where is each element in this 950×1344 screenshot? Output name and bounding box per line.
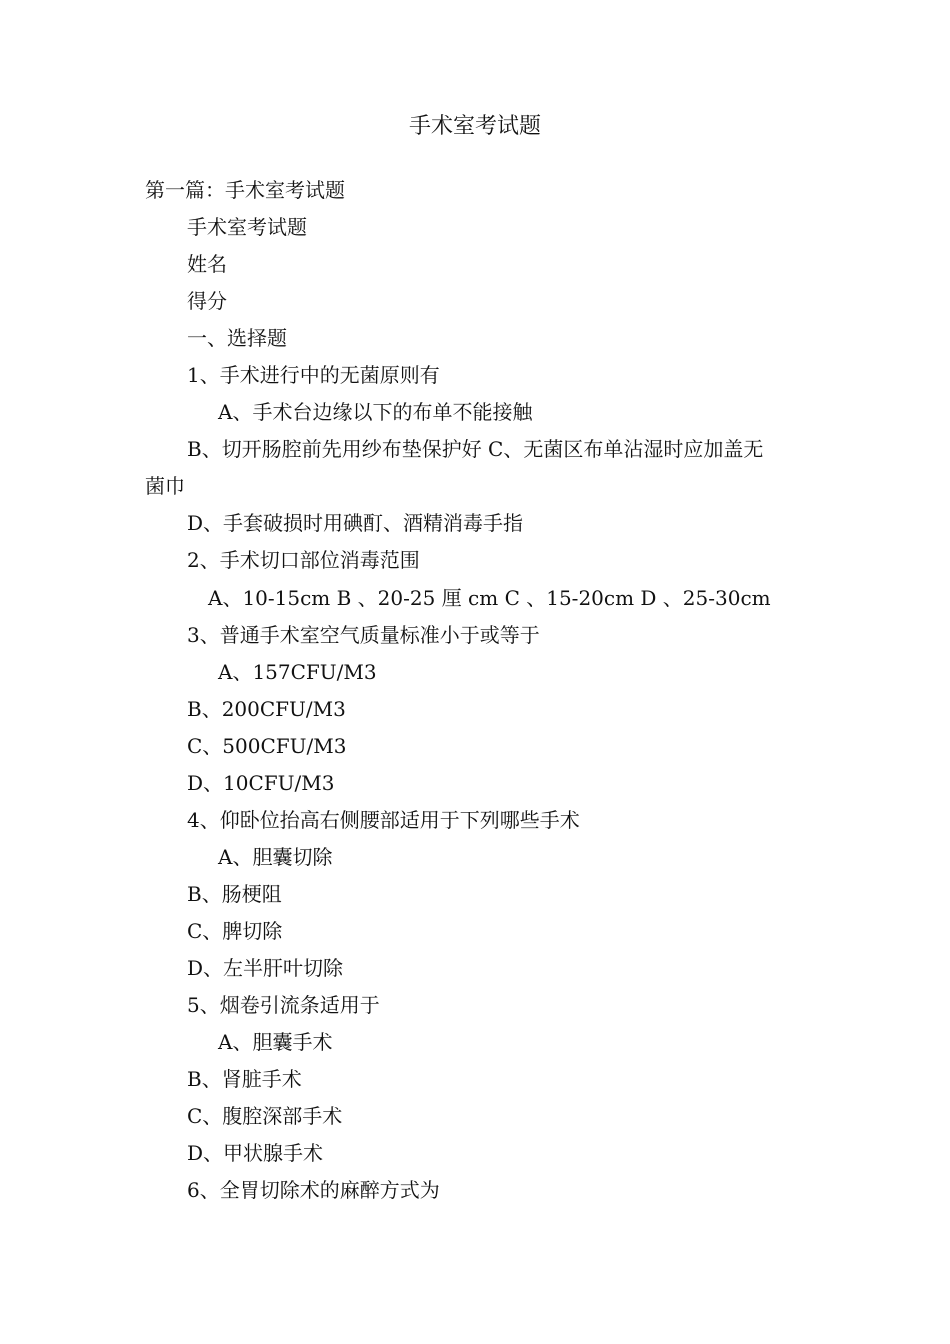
question-1: 1、手术进行中的无菌原则有: [187, 363, 440, 387]
question-4: 4、仰卧位抬高右侧腰部适用于下列哪些手术: [187, 808, 580, 832]
section-heading: 第一篇：手术室考试题: [145, 178, 345, 202]
question-3: 3、普通手术室空气质量标准小于或等于: [187, 623, 540, 647]
text-line: 手术室考试题: [187, 215, 307, 239]
option-line: C、脾切除: [187, 919, 283, 943]
score-field-label: 得分: [187, 289, 227, 313]
option-line: B、切开肠腔前先用纱布垫保护好 C、无菌区布单沾湿时应加盖无: [187, 437, 764, 461]
question-6: 6、全胃切除术的麻醉方式为: [187, 1178, 440, 1202]
option-line: A、手术台边缘以下的布单不能接触: [218, 400, 533, 424]
option-line: D、10CFU/M3: [187, 771, 335, 795]
option-line: C、腹腔深部手术: [187, 1104, 343, 1128]
option-line: B、肠梗阻: [187, 882, 282, 906]
option-line: D、左半肝叶切除: [187, 956, 344, 980]
option-line: B、200CFU/M3: [187, 697, 346, 721]
option-line: A、胆囊切除: [218, 845, 333, 869]
question-5: 5、烟卷引流条适用于: [187, 993, 380, 1017]
option-line-continued: 菌巾: [145, 474, 185, 498]
option-line: C、500CFU/M3: [187, 734, 347, 758]
document-title: 手术室考试题: [408, 114, 541, 139]
option-line: D、甲状腺手术: [187, 1141, 324, 1165]
option-line: A、157CFU/M3: [218, 660, 377, 684]
question-2: 2、手术切口部位消毒范围: [187, 548, 420, 572]
part-heading: 一、选择题: [187, 326, 287, 350]
option-line: D、手套破损时用碘酊、酒精消毒手指: [187, 511, 524, 535]
option-line: A、胆囊手术: [218, 1030, 333, 1054]
option-line: A、10-15cm B 、20-25 厘 cm C 、15-20cm D 、25-30cm: [208, 586, 771, 610]
option-line: B、肾脏手术: [187, 1067, 302, 1091]
name-field-label: 姓名: [187, 252, 227, 276]
